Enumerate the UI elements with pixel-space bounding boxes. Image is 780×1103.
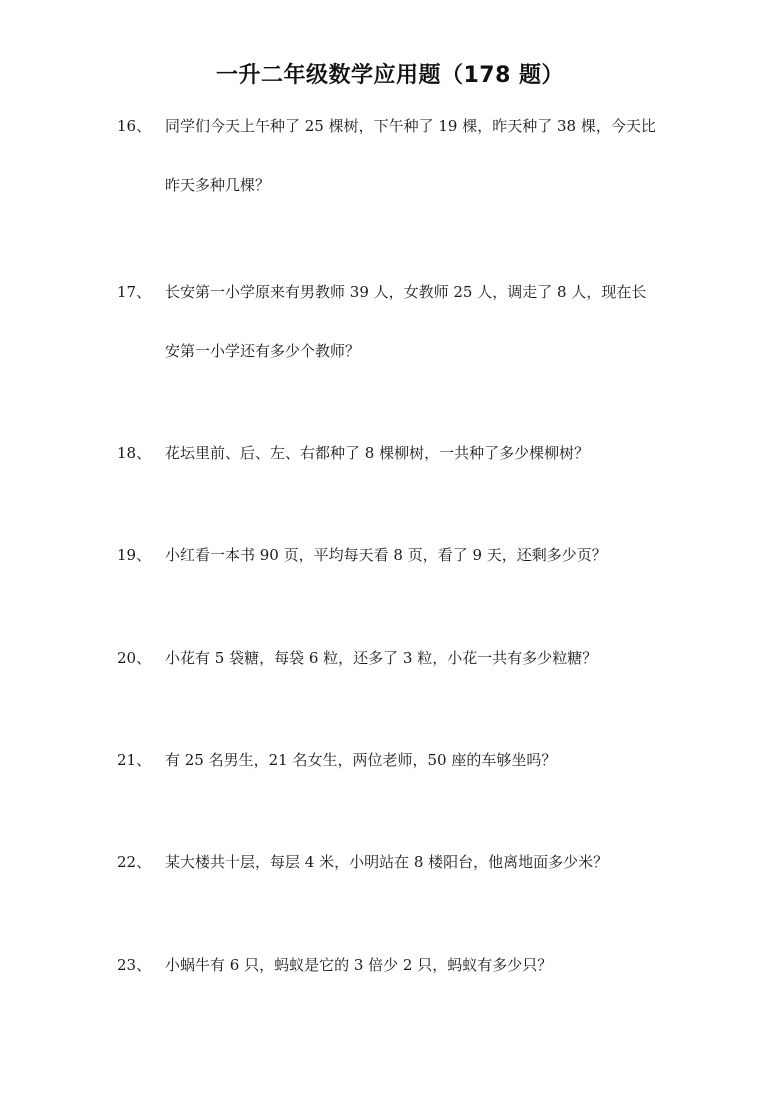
question-text-line: 小花有 5 袋糖，每袋 6 粒，还多了 3 粒，小花一共有多少粒糖？: [165, 649, 598, 667]
question-text-line: 同学们今天上午种了 25 棵树，下午种了 19 棵，昨天种了 38 棵，今天比: [165, 117, 656, 135]
question-number: 19、: [117, 546, 152, 564]
question-number: 16、: [117, 117, 152, 135]
question-text-line: 某大楼共十层，每层 4 米，小明站在 8 楼阳台，他离地面多少米？: [165, 853, 609, 871]
question-text-line: 长安第一小学原来有男教师 39 人，女教师 25 人，调走了 8 人，现在长: [165, 283, 647, 301]
question-text-line: 有 25 名男生，21 名女生，两位老师，50 座的车够坐吗？: [165, 751, 557, 769]
question-text-line: 花坛里前、后、左、右都种了 8 棵柳树，一共种了多少棵柳树？: [165, 444, 590, 462]
question-text-line: 小蜗牛有 6 只，蚂蚁是它的 3 倍少 2 只，蚂蚁有多少只？: [165, 956, 553, 974]
question-text-line: 安第一小学还有多少个教师？: [165, 342, 361, 360]
question-number: 20、: [117, 649, 152, 667]
question-number: 22、: [117, 853, 152, 871]
question-number: 23、: [117, 956, 152, 974]
question-number: 17、: [117, 283, 152, 301]
page-title: 一升二年级数学应用题（178 题）: [215, 63, 565, 88]
question-text-line: 昨天多种几棵？: [165, 176, 271, 194]
question-text-line: 小红看一本书 90 页，平均每天看 8 页，看了 9 天，还剩多少页？: [165, 546, 607, 564]
question-number: 18、: [117, 444, 152, 462]
question-number: 21、: [117, 751, 152, 769]
